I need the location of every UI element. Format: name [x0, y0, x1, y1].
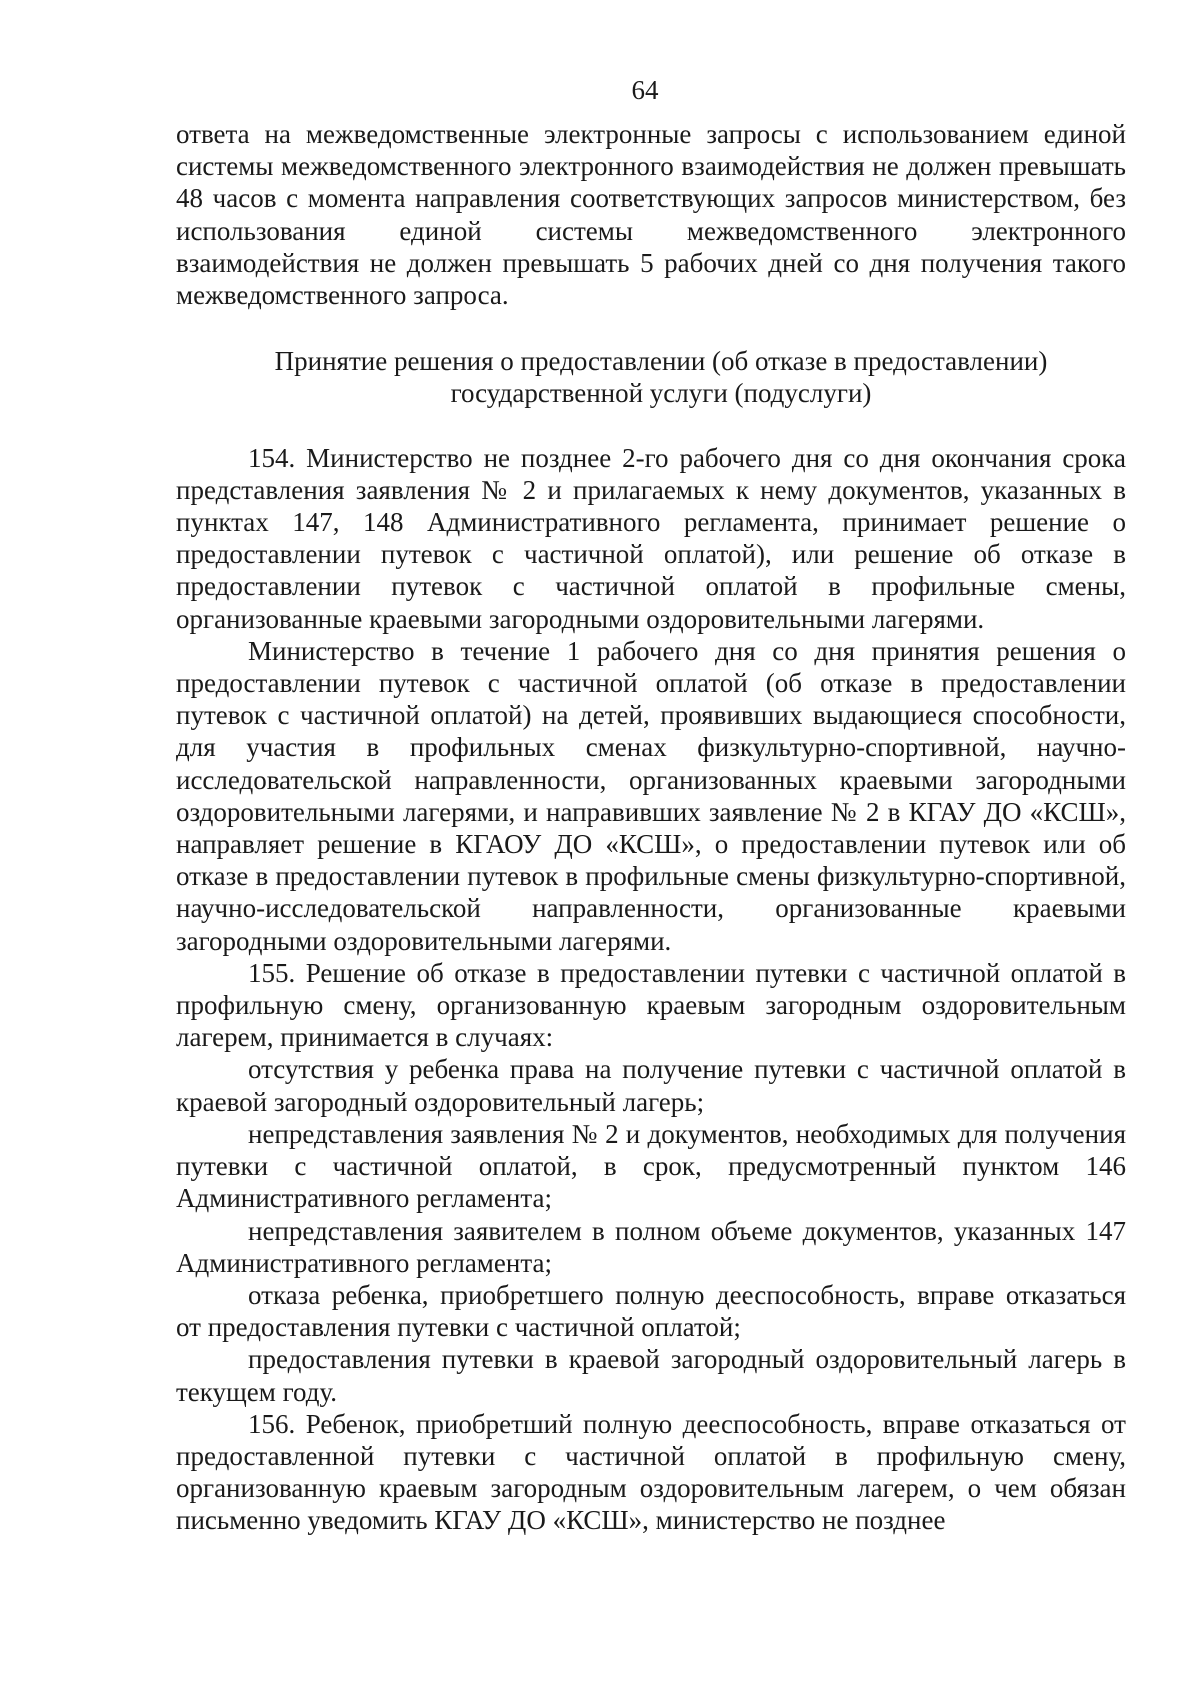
- paragraph-154: 154. Министерство не позднее 2-го рабочего дня со дня окончания срока представления заявления № 2 и прилагаемых к нему документов, указанных в пунктах 147, 148 Административного регламента, принимает решение о предоставлении путевок с частичной оплатой), или решение об отказе в предоставлении путевок с частичной оплатой в профильные смены, организованные краевыми загородными оздоровительными лагерями.: [176, 442, 1126, 634]
- paragraph-continuation: ответа на межведомственные электронные запросы с использованием единой системы межведомственного электронного взаимодействия не должен превышать 48 часов с момента направления соответствующих запросов министерством, без использования единой системы межведомственного электронного взаимодействия не должен превышать 5 рабочих дней со дня получения такого межведомственного запроса.: [176, 119, 1126, 311]
- paragraph-155-case-4: отказа ребенка, приобретшего полную дееспособность, вправе отказаться от предоставления путевки с частичной оплатой;: [176, 1279, 1126, 1343]
- section-heading-line-1: Принятие решения о предоставлении (об отказе в предоставлении): [274, 346, 1048, 377]
- section-heading-line-2: государственной услуги (подуслуги): [450, 378, 872, 409]
- document-body: [176, 118, 1126, 1537]
- paragraph-156: 156. Ребенок, приобретший полную дееспособность, вправе отказаться от предоставленной путевки с частичной оплатой в профильную смену, организованную краевым загородным оздоровительным лагерем, о чем обязан письменно уведомить КГАУ ДО «КСШ», министерство не позднее: [176, 1408, 1126, 1536]
- paragraph-155-case-3: непредставления заявителем в полном объеме документов, указанных 147 Административного регламента;: [176, 1215, 1126, 1278]
- paragraph-155: 155. Решение об отказе в предоставлении путевки с частичной оплатой в профильную смену, организованную краевым загородным оздоровительным лагерем, принимается в случаях:: [176, 957, 1126, 1053]
- paragraph-154-continued: Министерство в течение 1 рабочего дня со дня принятия решения о предоставлении путевок с частичной оплатой (об отказе в предоставлении путевок с частичной оплатой) на детей, проявивших выдающиеся способности, для участия в профильных сменах физкультурно-спортивной, научно-исследовательской направленности, организованных краевыми загородными оздоровительными лагерями, и направивших заявление № 2 в КГАУ ДО «КСШ», направляет решение в КГАОУ ДО «КСШ», о предоставлении путевок или об отказе в предоставлении путевок в профильные смены физкультурно-спортивной, научно-исследовательской направленности, организованные краевыми загородными оздоровительными лагерями.: [176, 635, 1126, 956]
- paragraph-155-case-2: непредставления заявления № 2 и документов, необходимых для получения путевки с частичной оплатой, в срок, предусмотренный пунктом 146 Административного регламента;: [176, 1118, 1126, 1214]
- page-number: 64: [631, 75, 659, 105]
- paragraph-155-case-1: отсутствия у ребенка права на получение путевки с частичной оплатой в краевой загородный оздоровительный лагерь;: [176, 1054, 1126, 1117]
- paragraph-155-case-5: предоставления путевки в краевой загородный оздоровительный лагерь в текущем году.: [176, 1344, 1126, 1407]
